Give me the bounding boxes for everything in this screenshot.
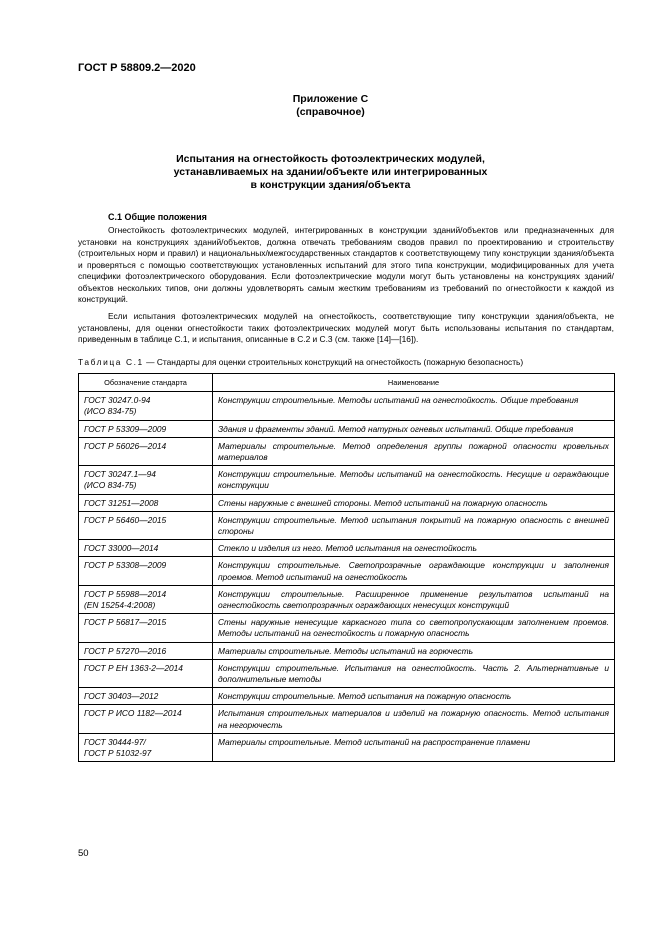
table-caption-label: Таблица С.1 — [78, 357, 144, 367]
page-number: 50 — [78, 848, 89, 859]
annex-title — [120, 153, 541, 192]
standard-code: ГОСТ Р 56817—2015 — [79, 614, 213, 642]
standard-name: Конструкции строительные. Испытания на огнестойкость. Часть 2. Альтернативные и дополнительные методы — [213, 659, 615, 687]
table-row — [79, 540, 615, 557]
table-caption-text: — Стандарты для оценки строительных конструкций на огнестойкость (пожарную безопасность) — [143, 357, 524, 367]
table-row — [79, 557, 615, 585]
standard-name: Конструкции строительные. Расширенное применение результатов испытаний на огнестойкость светопрозрачных ограждающих ненесущих конструкций — [213, 585, 615, 613]
title-line-3: в конструкции здания/объекта — [250, 179, 411, 191]
standard-code: ГОСТ Р 53309—2009 — [79, 420, 213, 437]
standard-code: ГОСТ Р 56460—2015 — [79, 511, 213, 539]
standard-name: Конструкции строительные. Методы испытаний на огнестойкость. Несущие и ограждающие конструкции — [213, 466, 615, 494]
table-row — [79, 688, 615, 705]
annex-type: (справочное) — [296, 106, 365, 118]
standard-code: ГОСТ Р 55988—2014 (EN 15254-4:2008) — [79, 585, 213, 613]
title-line-2: устанавливаемых на здании/объекте или интегрированных — [173, 166, 488, 178]
table-row — [79, 466, 615, 494]
standard-name: Здания и фрагменты зданий. Метод натурных огневых испытаний. Общие требования — [213, 420, 615, 437]
paragraph-text: Если испытания фотоэлектрических модулей на огнестойкость, соответствующие типу конструкции здания/объекта, не установлены, для оценки огнестойкости таких фотоэлектрических модулей могут быть использованы испытания по стандартам, приведенным в таблице С.1, и испытания, описанные в С.2 и С.3 (см. также [14]—[16]). — [78, 311, 614, 344]
table-body — [79, 392, 615, 762]
paragraph-text: Огнестойкость фотоэлектрических модулей, интегрированных в конструкции зданий/объектов или предназначенных для установки на конструкциях зданий/объектов, должна отвечать требованиям сводов правил по проектированию и строительству (строительных норм и правил) и национальных/межгосударственных стандартов к соответствующему типу конструкции здания/объекта и проверяться с помощью соответствующих установленных испытаний для этого типа конструкции, модифицированных для учета специфики фотоэлектрического оборудования. Если фотоэлектрические модули могут быть установлены на конструкциях зданий/объектов нескольких типов, они должны удовлетворять самым жестким требованиям из требований по огнестойкости к каждой из конструкций. — [78, 225, 614, 304]
table-row — [79, 420, 615, 437]
table-row — [79, 585, 615, 613]
standard-name: Материалы строительные. Методы испытаний на горючесть — [213, 642, 615, 659]
standard-code: ГОСТ 30444-97/ ГОСТ Р 51032-97 — [79, 733, 213, 761]
standard-code: ГОСТ 33000—2014 — [79, 540, 213, 557]
column-header-code: Обозначение стандарта — [79, 374, 213, 392]
table-row — [79, 614, 615, 642]
paragraph-2 — [78, 311, 614, 346]
annex-label: Приложение С — [292, 93, 369, 105]
standard-name: Стены наружные ненесущие каркасного типа со светопропускающим заполнением проемов. Методы испытаний на огнестойкость и пожарную опасность — [213, 614, 615, 642]
standard-name: Конструкции строительные. Метод испытания покрытий на пожарную опасность с внешней стороны — [213, 511, 615, 539]
table-row — [79, 392, 615, 420]
standard-name: Материалы строительные. Метод испытаний на распространение пламени — [213, 733, 615, 761]
table-row — [79, 705, 615, 733]
standard-code: ГОСТ Р 53308—2009 — [79, 557, 213, 585]
standard-code: ГОСТ 30247.0-94 (ИСО 834-75) — [79, 392, 213, 420]
column-header-name: Наименование — [213, 374, 615, 392]
table-row — [79, 494, 615, 511]
standard-name: Стекло и изделия из него. Метод испытания на огнестойкость — [213, 540, 615, 557]
table-header-row — [79, 374, 615, 392]
standard-code: ГОСТ Р ИСО 1182—2014 — [79, 705, 213, 733]
table-row — [79, 437, 615, 465]
standard-code: ГОСТ 31251—2008 — [79, 494, 213, 511]
standard-name: Материалы строительные. Метод определения группы пожарной опасности кровельных материалов — [213, 437, 615, 465]
standard-name: Испытания строительных материалов и изделий на пожарную опасность. Метод испытания на негорючесть — [213, 705, 615, 733]
standard-name: Конструкции строительные. Методы испытаний на огнестойкость. Общие требования — [213, 392, 615, 420]
annex-heading — [0, 93, 661, 119]
table-row — [79, 511, 615, 539]
section-heading: С.1 Общие положения — [108, 212, 207, 222]
standard-name: Стены наружные с внешней стороны. Метод испытаний на пожарную опасность — [213, 494, 615, 511]
standard-name: Конструкции строительные. Метод испытания на пожарную опасность — [213, 688, 615, 705]
table-row — [79, 659, 615, 687]
table-row — [79, 733, 615, 761]
standard-code: ГОСТ Р 56026—2014 — [79, 437, 213, 465]
document-id: ГОСТ Р 58809.2—2020 — [78, 62, 196, 74]
standards-table — [78, 373, 615, 762]
standard-code: ГОСТ Р ЕН 1363-2—2014 — [79, 659, 213, 687]
table-caption — [78, 357, 523, 367]
standard-code: ГОСТ 30247.1—94 (ИСО 834-75) — [79, 466, 213, 494]
standard-code: ГОСТ 30403—2012 — [79, 688, 213, 705]
paragraph-1 — [78, 225, 614, 306]
standard-name: Конструкции строительные. Светопрозрачные ограждающие конструкции и заполнения проемов. Метод испытаний на огнестойкость — [213, 557, 615, 585]
title-line-1: Испытания на огнестойкость фотоэлектрических модулей, — [176, 153, 485, 165]
standard-code: ГОСТ Р 57270—2016 — [79, 642, 213, 659]
table-row — [79, 642, 615, 659]
